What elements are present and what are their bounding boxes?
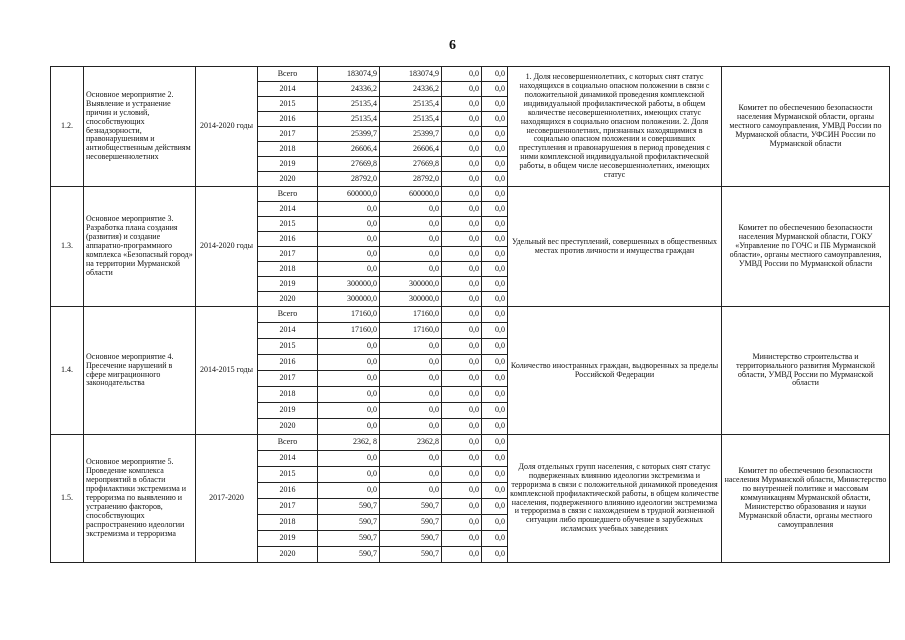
amount-other-cell: 0,0 [482, 323, 508, 339]
amount-regional-cell: 590,7 [380, 531, 442, 547]
year-cell: 2017 [258, 127, 318, 142]
amount-regional-cell: 2362,8 [380, 435, 442, 451]
amount-other-cell: 0,0 [482, 232, 508, 247]
amount-federal-cell: 0,0 [442, 247, 482, 262]
amount-regional-cell: 0,0 [380, 339, 442, 355]
year-cell: 2014 [258, 202, 318, 217]
amount-other-cell: 0,0 [482, 547, 508, 563]
year-cell: 2016 [258, 355, 318, 371]
amount-total-cell: 0,0 [318, 232, 380, 247]
amount-federal-cell: 0,0 [442, 355, 482, 371]
year-cell: 2015 [258, 97, 318, 112]
amount-regional-cell: 0,0 [380, 483, 442, 499]
amount-regional-cell: 183074,9 [380, 67, 442, 82]
amount-other-cell: 0,0 [482, 483, 508, 499]
year-cell: 2015 [258, 467, 318, 483]
amount-total-cell: 600000,0 [318, 187, 380, 202]
amount-total-cell: 590,7 [318, 547, 380, 563]
amount-federal-cell: 0,0 [442, 483, 482, 499]
amount-other-cell: 0,0 [482, 262, 508, 277]
amount-total-cell: 0,0 [318, 371, 380, 387]
table-row [51, 435, 890, 451]
amount-other-cell: 0,0 [482, 157, 508, 172]
amount-regional-cell: 590,7 [380, 515, 442, 531]
year-cell: 2014 [258, 451, 318, 467]
amount-other-cell: 0,0 [482, 82, 508, 97]
amount-total-cell: 300000,0 [318, 277, 380, 292]
amount-total-cell: 28792,0 [318, 172, 380, 187]
measure-number: 1.4. [51, 307, 84, 435]
indicator-cell: 1. Доля несовершеннолетних, с которых снят статус находящихся в социально опасном положении в связи с положительной динамикой проведения комплексной индивидуальной профилактической работы, в общем количестве несовершеннолетних, имеющих статус находящихся в социально опасном положении. 2. Доля несовершеннолетних, признанных находящимися в социально опасном положении и совершивших преступления и правонарушения в период проведения с ними комплексной индивидуальной профилактической работы, в общем числе несовершеннолетних, имеющих статус [508, 67, 722, 187]
amount-regional-cell: 27669,8 [380, 157, 442, 172]
year-cell: 2017 [258, 371, 318, 387]
responsible-cell: Комитет по обеспечению безопасности населения Мурманской области, ГОКУ «Управление по ГОЧС и ПБ Мурманской области», органы местного самоуправления, УМВД России по Мурманской области [722, 187, 890, 307]
amount-regional-cell: 300000,0 [380, 277, 442, 292]
responsible-cell: Комитет по обеспечению безопасности населения Мурманской области, органы местного самоуправления, УМВД России по Мурманской области, УФСИН России по Мурманской области [722, 67, 890, 187]
amount-federal-cell: 0,0 [442, 187, 482, 202]
year-cell: 2015 [258, 339, 318, 355]
amount-federal-cell: 0,0 [442, 499, 482, 515]
responsible-cell: Комитет по обеспечению безопасности населения Мурманской области, Министерство по внутренней политике и массовым коммуникациям Мурманской области, Министерство образования и науки Мурманской области, органы местного самоуправления [722, 435, 890, 563]
page-number: 6 [449, 38, 456, 53]
table-row [51, 307, 890, 323]
year-cell: 2019 [258, 403, 318, 419]
amount-regional-cell: 600000,0 [380, 187, 442, 202]
amount-total-cell: 0,0 [318, 483, 380, 499]
year-cell: 2020 [258, 419, 318, 435]
amount-other-cell: 0,0 [482, 451, 508, 467]
table-row [51, 67, 890, 82]
year-cell: 2019 [258, 531, 318, 547]
amount-other-cell: 0,0 [482, 142, 508, 157]
amount-regional-cell: 0,0 [380, 355, 442, 371]
year-cell: Всего [258, 307, 318, 323]
amount-total-cell: 0,0 [318, 202, 380, 217]
amount-total-cell: 0,0 [318, 217, 380, 232]
amount-federal-cell: 0,0 [442, 387, 482, 403]
amount-total-cell: 0,0 [318, 403, 380, 419]
amount-regional-cell: 0,0 [380, 202, 442, 217]
amount-federal-cell: 0,0 [442, 292, 482, 307]
amount-regional-cell: 300000,0 [380, 292, 442, 307]
year-cell: 2019 [258, 157, 318, 172]
indicator-cell: Количество иностранных граждан, выдворенных за пределы Российской Федерации [508, 307, 722, 435]
amount-total-cell: 17160,0 [318, 323, 380, 339]
indicator-cell: Доля отдельных групп населения, с которых снят статус подверженных влиянию идеологии экстремизма и терроризма в связи с положительной динамикой проведения комплексной профилактической работы, в общем количестве населения, подверженного влиянию идеологии экстремизма и терроризма в связи с нахождением в трудной жизненной ситуации либо прошедшего обучение в зарубежных исламских учебных заведениях [508, 435, 722, 563]
table-row [51, 187, 890, 202]
amount-total-cell: 24336,2 [318, 82, 380, 97]
amount-other-cell: 0,0 [482, 467, 508, 483]
amount-federal-cell: 0,0 [442, 97, 482, 112]
measure-number: 1.5. [51, 435, 84, 563]
amount-total-cell: 0,0 [318, 339, 380, 355]
year-cell: Всего [258, 435, 318, 451]
amount-regional-cell: 25399,7 [380, 127, 442, 142]
amount-federal-cell: 0,0 [442, 307, 482, 323]
amount-regional-cell: 25135,4 [380, 97, 442, 112]
amount-regional-cell: 0,0 [380, 403, 442, 419]
amount-federal-cell: 0,0 [442, 451, 482, 467]
program-measures-table [50, 66, 890, 563]
amount-regional-cell: 590,7 [380, 547, 442, 563]
measure-period: 2014-2015 годы [196, 307, 258, 435]
amount-federal-cell: 0,0 [442, 419, 482, 435]
amount-total-cell: 300000,0 [318, 292, 380, 307]
year-cell: 2020 [258, 172, 318, 187]
amount-federal-cell: 0,0 [442, 157, 482, 172]
amount-total-cell: 2362, 8 [318, 435, 380, 451]
amount-federal-cell: 0,0 [442, 371, 482, 387]
amount-federal-cell: 0,0 [442, 202, 482, 217]
amount-total-cell: 26606,4 [318, 142, 380, 157]
amount-total-cell: 17160,0 [318, 307, 380, 323]
measure-name: Основное мероприятие 3. Разработка плана создания (развития) и создание аппаратно-программного комплекса «Безопасный город» на территории Мурманской области [84, 187, 196, 307]
indicator-cell: Удельный вес преступлений, совершенных в общественных местах против личности и имущества граждан [508, 187, 722, 307]
year-cell: 2016 [258, 232, 318, 247]
amount-federal-cell: 0,0 [442, 67, 482, 82]
amount-other-cell: 0,0 [482, 355, 508, 371]
amount-federal-cell: 0,0 [442, 262, 482, 277]
amount-other-cell: 0,0 [482, 419, 508, 435]
amount-federal-cell: 0,0 [442, 531, 482, 547]
amount-total-cell: 25399,7 [318, 127, 380, 142]
year-cell: 2018 [258, 387, 318, 403]
amount-other-cell: 0,0 [482, 499, 508, 515]
amount-total-cell: 0,0 [318, 467, 380, 483]
year-cell: 2017 [258, 247, 318, 262]
amount-total-cell: 0,0 [318, 387, 380, 403]
amount-federal-cell: 0,0 [442, 547, 482, 563]
measure-number: 1.3. [51, 187, 84, 307]
year-cell: 2020 [258, 292, 318, 307]
amount-total-cell: 590,7 [318, 515, 380, 531]
amount-total-cell: 0,0 [318, 247, 380, 262]
amount-federal-cell: 0,0 [442, 127, 482, 142]
amount-total-cell: 0,0 [318, 355, 380, 371]
amount-federal-cell: 0,0 [442, 467, 482, 483]
amount-other-cell: 0,0 [482, 387, 508, 403]
amount-other-cell: 0,0 [482, 217, 508, 232]
amount-other-cell: 0,0 [482, 127, 508, 142]
amount-regional-cell: 26606,4 [380, 142, 442, 157]
amount-total-cell: 590,7 [318, 531, 380, 547]
amount-other-cell: 0,0 [482, 339, 508, 355]
amount-total-cell: 0,0 [318, 419, 380, 435]
amount-regional-cell: 0,0 [380, 451, 442, 467]
year-cell: Всего [258, 67, 318, 82]
amount-regional-cell: 28792,0 [380, 172, 442, 187]
amount-federal-cell: 0,0 [442, 339, 482, 355]
year-cell: 2017 [258, 499, 318, 515]
measure-number: 1.2. [51, 67, 84, 187]
amount-total-cell: 27669,8 [318, 157, 380, 172]
amount-federal-cell: 0,0 [442, 82, 482, 97]
measure-period: 2017-2020 [196, 435, 258, 563]
amount-regional-cell: 0,0 [380, 419, 442, 435]
year-cell: 2014 [258, 82, 318, 97]
amount-total-cell: 25135,4 [318, 97, 380, 112]
measure-period: 2014-2020 годы [196, 187, 258, 307]
amount-other-cell: 0,0 [482, 515, 508, 531]
responsible-cell: Министерство строительства и территориального развития Мурманской области, УМВД России по Мурманской области [722, 307, 890, 435]
amount-regional-cell: 0,0 [380, 387, 442, 403]
amount-regional-cell: 0,0 [380, 371, 442, 387]
table-body [51, 67, 890, 563]
amount-regional-cell: 25135,4 [380, 112, 442, 127]
amount-total-cell: 0,0 [318, 262, 380, 277]
amount-other-cell: 0,0 [482, 172, 508, 187]
amount-other-cell: 0,0 [482, 371, 508, 387]
amount-regional-cell: 0,0 [380, 217, 442, 232]
amount-other-cell: 0,0 [482, 435, 508, 451]
year-cell: 2015 [258, 217, 318, 232]
year-cell: Всего [258, 187, 318, 202]
amount-other-cell: 0,0 [482, 97, 508, 112]
amount-federal-cell: 0,0 [442, 217, 482, 232]
amount-federal-cell: 0,0 [442, 323, 482, 339]
year-cell: 2018 [258, 515, 318, 531]
year-cell: 2020 [258, 547, 318, 563]
amount-federal-cell: 0,0 [442, 403, 482, 419]
measure-name: Основное мероприятие 2. Выявление и устранение причин и условий, способствующих безнадзорности, правонарушениям и антиобщественным действиям несовершеннолетних [84, 67, 196, 187]
year-cell: 2014 [258, 323, 318, 339]
amount-other-cell: 0,0 [482, 67, 508, 82]
amount-regional-cell: 0,0 [380, 467, 442, 483]
amount-regional-cell: 17160,0 [380, 323, 442, 339]
amount-regional-cell: 590,7 [380, 499, 442, 515]
year-cell: 2016 [258, 112, 318, 127]
amount-federal-cell: 0,0 [442, 277, 482, 292]
amount-other-cell: 0,0 [482, 277, 508, 292]
amount-total-cell: 183074,9 [318, 67, 380, 82]
amount-regional-cell: 24336,2 [380, 82, 442, 97]
amount-federal-cell: 0,0 [442, 232, 482, 247]
amount-total-cell: 0,0 [318, 451, 380, 467]
amount-other-cell: 0,0 [482, 202, 508, 217]
amount-regional-cell: 0,0 [380, 232, 442, 247]
amount-other-cell: 0,0 [482, 531, 508, 547]
amount-total-cell: 590,7 [318, 499, 380, 515]
measure-name: Основное мероприятие 5. Проведение комплекса мероприятий в области профилактики экстремизма и терроризма по выявлению и устранению факторов, способствующих распространению идеологии экстремизма и терроризма [84, 435, 196, 563]
year-cell: 2018 [258, 262, 318, 277]
measure-period: 2014-2020 годы [196, 67, 258, 187]
amount-federal-cell: 0,0 [442, 172, 482, 187]
amount-other-cell: 0,0 [482, 307, 508, 323]
year-cell: 2019 [258, 277, 318, 292]
year-cell: 2016 [258, 483, 318, 499]
amount-federal-cell: 0,0 [442, 112, 482, 127]
year-cell: 2018 [258, 142, 318, 157]
amount-other-cell: 0,0 [482, 112, 508, 127]
amount-federal-cell: 0,0 [442, 435, 482, 451]
amount-other-cell: 0,0 [482, 187, 508, 202]
amount-regional-cell: 0,0 [380, 262, 442, 277]
amount-federal-cell: 0,0 [442, 142, 482, 157]
measure-name: Основное мероприятие 4. Пресечение нарушений в сфере миграционного законодательства [84, 307, 196, 435]
amount-total-cell: 25135,4 [318, 112, 380, 127]
amount-other-cell: 0,0 [482, 403, 508, 419]
amount-regional-cell: 17160,0 [380, 307, 442, 323]
amount-other-cell: 0,0 [482, 247, 508, 262]
amount-regional-cell: 0,0 [380, 247, 442, 262]
amount-federal-cell: 0,0 [442, 515, 482, 531]
amount-other-cell: 0,0 [482, 292, 508, 307]
